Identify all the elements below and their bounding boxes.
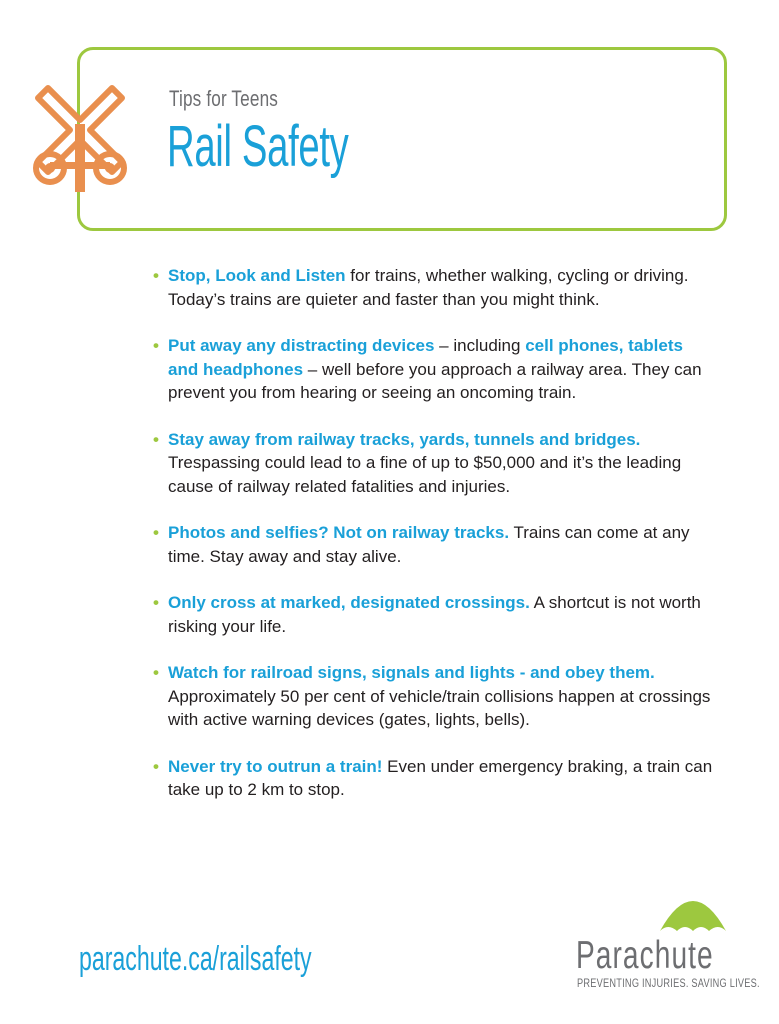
tip-highlight: Stay away from railway tracks, yards, tunnels and bridges.	[168, 429, 641, 449]
tip-item	[153, 334, 713, 405]
tip-highlight: Put away any distracting devices	[168, 336, 435, 355]
tip-item	[153, 661, 713, 732]
tip-highlight: Photos and selfies? Not on railway tracks.	[168, 523, 510, 542]
logo-tagline: PREVENTING INJURIES. SAVING LIVES.	[577, 978, 760, 990]
bullet-icon: •	[153, 266, 159, 285]
tip-highlight: Stop, Look and Listen	[168, 266, 346, 285]
bullet-icon: •	[153, 523, 159, 542]
tip-text: – well before you approach a railway area. They can prevent you from hearing or seeing an oncoming train.	[168, 359, 702, 402]
tip-text: – including	[434, 336, 526, 355]
tip-text: Trains can come at any time. Stay away and stay alive.	[168, 523, 690, 566]
logo-name: Parachute	[576, 934, 714, 977]
tip-highlight: Never try to outrun a train!	[168, 756, 383, 776]
tip-text: Trespassing could lead to a fine of up to $50,000 and it’s the leading cause of railway related fatalities and injuries.	[168, 453, 682, 496]
bullet-icon: •	[153, 336, 159, 355]
bullet-icon: •	[153, 429, 159, 449]
tip-highlight: cell phones, tablets and headphones	[168, 336, 683, 379]
tip-text: for trains, whether walking, cycling or driving. Today’s trains are quieter and faster than you might think.	[168, 266, 689, 309]
bullet-icon: •	[153, 593, 159, 612]
tip-text: A shortcut is not worth risking your life.	[168, 593, 701, 636]
page-subtitle: Tips for Teens	[169, 86, 279, 111]
tip-highlight: Watch for railroad signs, signals and lights - and obey them.	[168, 663, 655, 682]
page-title: Rail Safety	[167, 114, 349, 179]
railway-crossing-icon	[30, 84, 130, 192]
bullet-icon: •	[153, 756, 159, 776]
tip-item	[153, 755, 713, 802]
tip-text: Approximately 50 per cent of vehicle/train collisions happen at crossings with active warning devices (gates, lights, bells).	[168, 686, 711, 729]
parachute-umbrella-icon	[658, 895, 728, 935]
tip-item	[153, 521, 713, 568]
tip-item	[153, 264, 713, 311]
tip-highlight: Only cross at marked, designated crossings.	[168, 593, 530, 612]
tips-list	[153, 264, 713, 802]
tip-text: Even under emergency braking, a train can take up to 2 km to stop.	[168, 756, 713, 799]
bullet-icon: •	[153, 663, 159, 682]
tip-item	[153, 428, 713, 499]
footer-link[interactable]: parachute.ca/railsafety	[79, 940, 312, 978]
tip-item	[153, 591, 713, 638]
